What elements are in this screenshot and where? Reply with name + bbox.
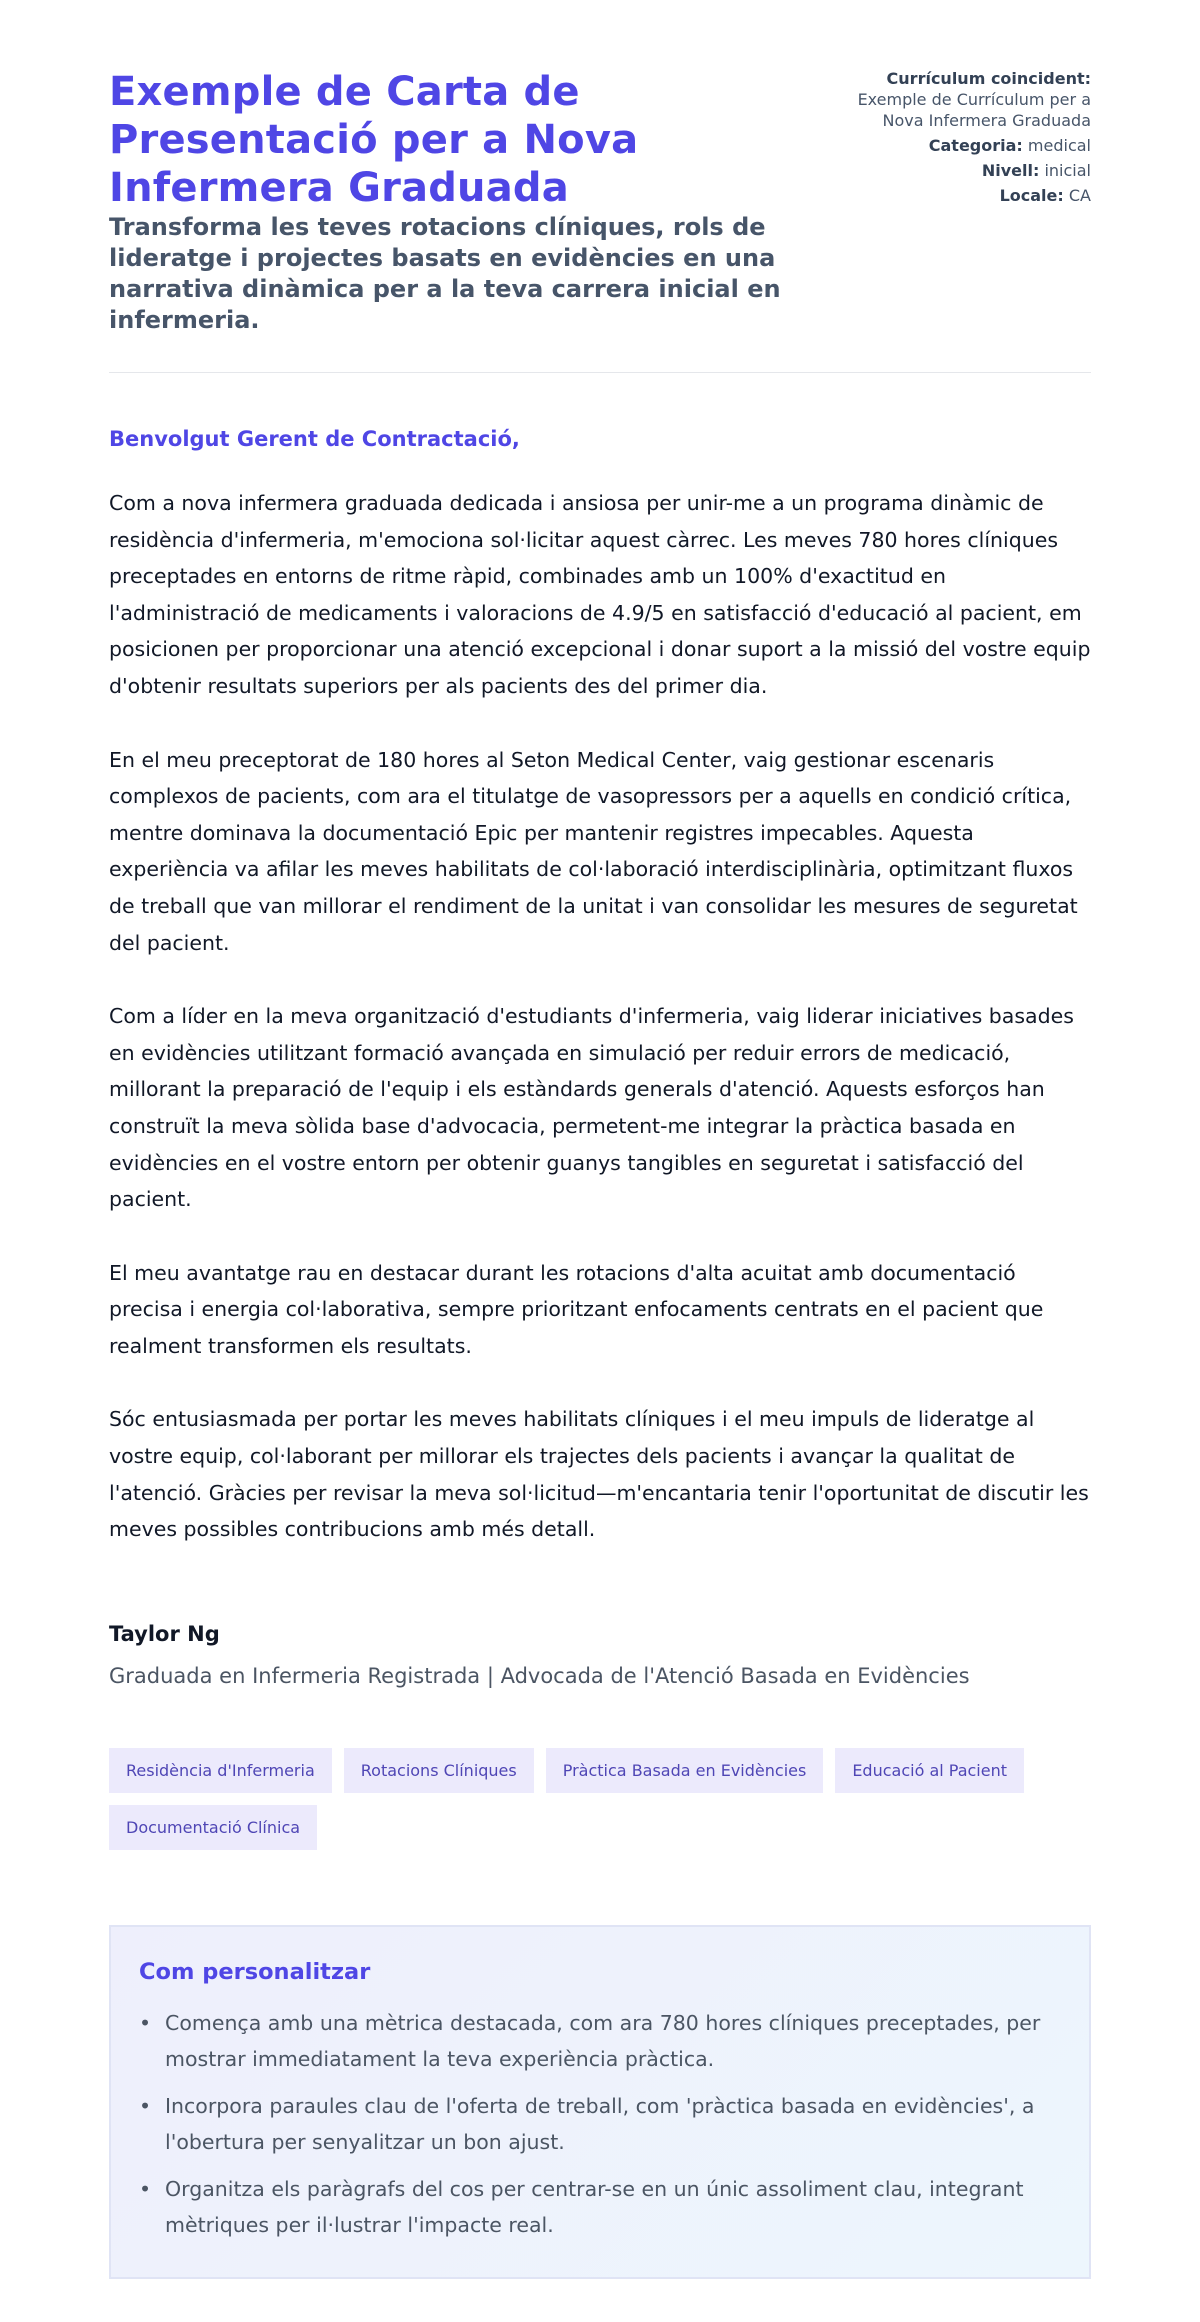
meta-category [851,135,1091,156]
letter-paragraph: Com a líder en la meva organització d'estudiants d'infermeria, vaig liderar iniciatives basades en evidències utilitzant formació avançada en simulació per reduir errors de medicació, millorant la preparació de l'equip i els estàndards generals d'atenció. Aquests esforços han construït la meva sòlida base d'advocacia, permetent-me integrar la pràctica basada en evidències en el vostre entorn per obtenir guanys tangibles en seguretat i satisfacció del pacient. [109,1004,1074,1212]
tip-item [139,2005,1061,2077]
tips-title: Com personalitzar [139,1958,371,1985]
meta-locale [851,185,1091,206]
header-titles [109,68,849,336]
tag-chip: Rotacions Clíniques [344,1748,534,1793]
letter-paragraph: Com a nova infermera graduada dedicada i ansiosa per unir-me a un programa dinàmic de residència d'infermeria, m'emociona sol·licitar aquest càrrec. Les meves 780 hores clíniques preceptades en entorns de ritme ràpid, combinades amb un 100% d'exactitud en l'administració de medicaments i valoracions de 4.9/5 en satisfacció d'educació al pacient, em posicionen per proporcionar una atenció excepcional i donar suport a la missió del vostre equip d'obtenir resultats superiors per als pacients des del primer dia. [109,491,1091,698]
tip-text: Organitza els paràgrafs del cos per centrar-se en un únic assoliment clau, integrant mètriques per il·lustrar l'impacte real. [165,2176,1024,2237]
page-header [109,68,1091,373]
tag-chip: Pràctica Basada en Evidències [546,1748,824,1793]
meta-category-label: Categoria: [928,136,1023,155]
bullet-icon: • [139,2093,152,2118]
tip-text: Incorpora paraules clau de l'oferta de treball, com 'pràctica basada en evidències', a l'obertura per senyalitzar un bon ajust. [165,2093,1035,2154]
tag-chip: Residència d'Infermeria [109,1748,332,1793]
meta-matched-resume [851,68,1091,131]
letter-paragraph: En el meu preceptorat de 180 hores al Seton Medical Center, vaig gestionar escenaris complexos de pacients, com ara el titulatge de vasopressors per a aquells en condició crítica, mentre dominava la documentació Epic per mantenir registres impecables. Aquesta experiència va afilar les meves habilitats de col·laboració interdisciplinària, optimitzant fluxos de treball que van millorar el rendiment de la unitat i van consolidar les mesures de seguretat del pacient. [109,747,1078,955]
metadata-panel [851,68,1091,210]
tip-text: Comença amb una mètrica destacada, com ara 780 hores clíniques preceptades, per mostrar immediatament la teva experiència pràctica. [165,2010,1041,2071]
meta-category-value: medical [1027,136,1091,155]
tip-item [139,2171,1061,2243]
meta-resume-label: Currículum coincident: [886,69,1091,88]
signature-block [109,1620,1091,1690]
meta-locale-label: Locale: [999,186,1064,205]
meta-level [851,160,1091,181]
meta-level-label: Nivell: [981,161,1040,180]
meta-level-value: inicial [1044,161,1091,180]
letter-paragraph: Sóc entusiasmada per portar les meves habilitats clíniques i el meu impuls de lideratge al vostre equip, col·laborant per millorar els trajectes dels pacients i avançar la qualitat de l'atenció. Gràcies per revisar la meva sol·licitud—m'encantaria tenir l'oportunitat de discutir les meves possibles contribucions amb més detall. [109,1407,1089,1542]
keyword-tags [109,1748,1091,1850]
letter-body [109,425,1091,1548]
salutation: Benvolgut Gerent de Contractació, [109,427,520,451]
tip-item [139,2088,1061,2160]
tips-list [139,2005,1061,2243]
bullet-icon: • [139,2176,152,2201]
signature-name: Taylor Ng [109,1621,220,1646]
page-title: Exemple de Carta de Presentació per a Nova Infermera Graduada [109,69,639,211]
meta-locale-value: CA [1068,186,1091,205]
letter-paragraph: El meu avantatge rau en destacar durant les rotacions d'alta acuitat amb documentació precisa i energia col·laborativa, sempre prioritzant enfocaments centrats en el pacient que realment transformen els resultats. [109,1260,1044,1358]
customization-tips-box [109,1925,1091,2279]
signature-title: Graduada en Infermeria Registrada | Advocada de l'Atenció Basada en Evidències [109,1663,970,1688]
bullet-icon: • [139,2010,152,2035]
page-subtitle: Transforma les teves rotacions clíniques, rols de lideratge i projectes basats en evidències en una narrativa dinàmica per a la teva carrera inicial en infermeria. [109,213,781,334]
tag-chip: Documentació Clínica [109,1805,317,1850]
tag-chip: Educació al Pacient [835,1748,1024,1793]
meta-resume-value: Exemple de Currículum per a Nova Infermera Graduada [857,90,1091,130]
